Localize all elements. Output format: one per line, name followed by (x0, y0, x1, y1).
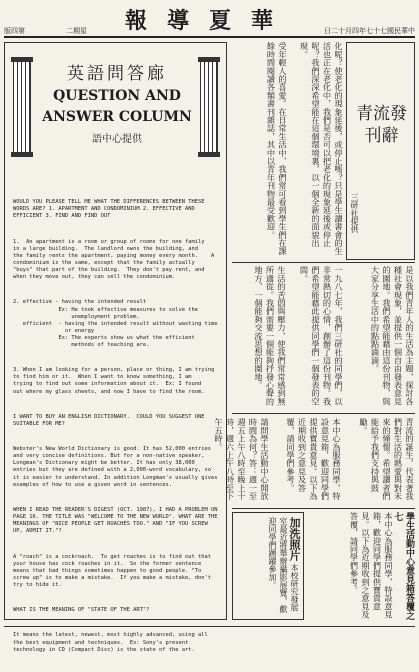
article-column: 青流的誕生，代表著我們對生活的熱愛與對未來的憧憬。希望讀者們能給予我們支持與鼓勵。 (359, 418, 415, 500)
issue-date: 日二十月四年七十七國民華中 (324, 27, 415, 35)
masthead-title: 報導夏華 (124, 8, 293, 34)
page-number: 版四第 (4, 27, 25, 35)
article-column: 受年輕人的喜愛。在日常生活中，我們常可看到學生們在課餘時間閱讀各類書刊雜誌，其中以青年刊物最受歡迎。 (266, 42, 288, 256)
qa-column (4, 42, 228, 653)
article-column: 生活的苦悶與壓力，使我們常常感到無所適從。我們需要一個能夠抒發心聲的地方，一個能夠交流思想的園地。 (254, 266, 287, 406)
qa-answer: 1. An apartment is a room or group of rooms for one family in a large building. The landlord owns the building, and the family rents the apartment, paying money every month. A condominium is the same, except that the family actually "buys" that part of the building. They don't pay rent, and when they move out, they can sell the condominium. (13, 238, 218, 281)
qa-answer: 3. When I am looking for a person, place or thing, I am trying to find him or it. When I want to know something, I am trying to find out some information about it. Ex: I found out where my glass sheets, and now I have to find the room. (13, 367, 228, 395)
qa-title-english-line1: QUESTION AND (53, 88, 181, 104)
article-column: 請問學生活動中心開放時間為何？答：週一至週五上午八時至晚上十時，週六上午八時至下午五時。 (214, 418, 270, 500)
youth-article-provider: 三研社提供 (350, 193, 359, 233)
qa-body (13, 185, 228, 672)
qa-answer: A "roach" is a cockroach. To get roaches is to find out that your house has cock roaches in it. So the former sentence means that bad things sometimes happen to good people. "To screw up" is to make a mistake. If you make a mistake, don't try to hide it. (13, 553, 215, 588)
photo-notice-text: 本校研究發展室最近將舉辦攝影展覽，歡迎同學們踴躍參加。 (268, 517, 299, 613)
section-rule (232, 413, 415, 414)
article-column: 本中心為服務同學，特設意見箱，歡迎同學們提供寶貴意見。以下為近期收到之意見及答覆，請同學們參考。 (286, 418, 342, 500)
bottom-rule (4, 626, 415, 627)
qa-question: WHAT IS THE MEANING OF "STATE OF THE ART"? (13, 607, 150, 614)
youth-article-title: 青流發刊辭 (356, 104, 407, 146)
section-rule (232, 508, 415, 509)
page-header (4, 4, 415, 38)
photo-notice-title: 加洗照片 (288, 517, 301, 561)
qa-title-english-line2: ANSWER COLUMN (42, 109, 192, 125)
article-column: 一九八七年，我們三研社的同學們，以非常熱切的心情，創辦了這份刊物。我們希望能藉此提供同學們一個發表的空間。 (299, 266, 344, 406)
qa-answer: It means the latest, newest, most highly advanced, using all the best equipment and techniques. Ex: Sony's present technology in CD (Compact Disc) is the state of the art. (13, 632, 211, 653)
qa-question: I WANT TO BUY AN ENGLISH DICTIONARY. COULD YOU SUGGEST ONE SUITABLE FOR ME? (13, 413, 208, 427)
article-column: 本中心為服務同學，特設意見箱，歡迎同學們提供寶貴意見。以下為近期收到之意見及答覆，請同學們參考。 (349, 512, 394, 619)
youth-article-header (346, 42, 415, 260)
section-rule (232, 262, 415, 263)
header-rule (4, 36, 415, 38)
weekday-label: 二期星 (66, 27, 87, 35)
qa-title-block (27, 49, 207, 159)
notice-title: 學生活動中心意見箱答覆之七 (392, 512, 414, 620)
qa-question: WHEN I READ THE READER'S DIGEST (OCT. 1987), I HAD A PROBLEM ON PAGE 16. THE TITLE WAS "WELCOME TO THE NEW WORLD". WHAT ARE THE MEANINGS OF "NICE PEOPLE GET ROACHES TOO." AND "IF YOU SCREW UP, ADMIT IT."? (13, 506, 221, 535)
article-column: 是以我們青年人的生活為主題，探討各種社會現象，並提供一個自由發表意見的園地。我們希望能藉由這份刊物，與大家分享生活中的點點滴滴。 (370, 266, 415, 406)
photo-notice-box (232, 512, 304, 620)
qa-answer: 2. effective - having the intended result Ex: He took effective measures to solve the unemployment problem. efficient - having the intended result without wasting time or energy Ex: The experts show us what the efficient methods of teaching are. (13, 299, 218, 348)
article-column: 化呢？使老化的現象延後，或停止嗎？只是學生讀書會的生活也正在老化中，我們是否可以把老化的現象延後或停止呢？我們深深希望能在這個環境裏，以一個全新的面貌出現。 (299, 42, 344, 256)
qa-answer: Webster's New World Dictionary is good. It has 52,000 entries and very concise definitions. But for a non-native speaker, Longman's Dictionary might be better. It has only 38,000 entries but they are defined with a 2,000-word vocabulary, so it is easier to understand. In addition Longman's usually gives examples of how to use a given word in sentences. (13, 446, 221, 488)
qa-provider: 語中心提供 (92, 134, 142, 145)
qa-title-chinese: 英語問答廊 (67, 64, 167, 84)
qa-question: WOULD YOU PLEASE TELL ME WHAT THE DIFFERENCES BETWEEN THESE WORDS ARE? 1. APARTMENT AND CONDOMINIUM 2. EFFECTIVE AND EFFICIENT 3. FIND AND FIND OUT (13, 199, 208, 220)
